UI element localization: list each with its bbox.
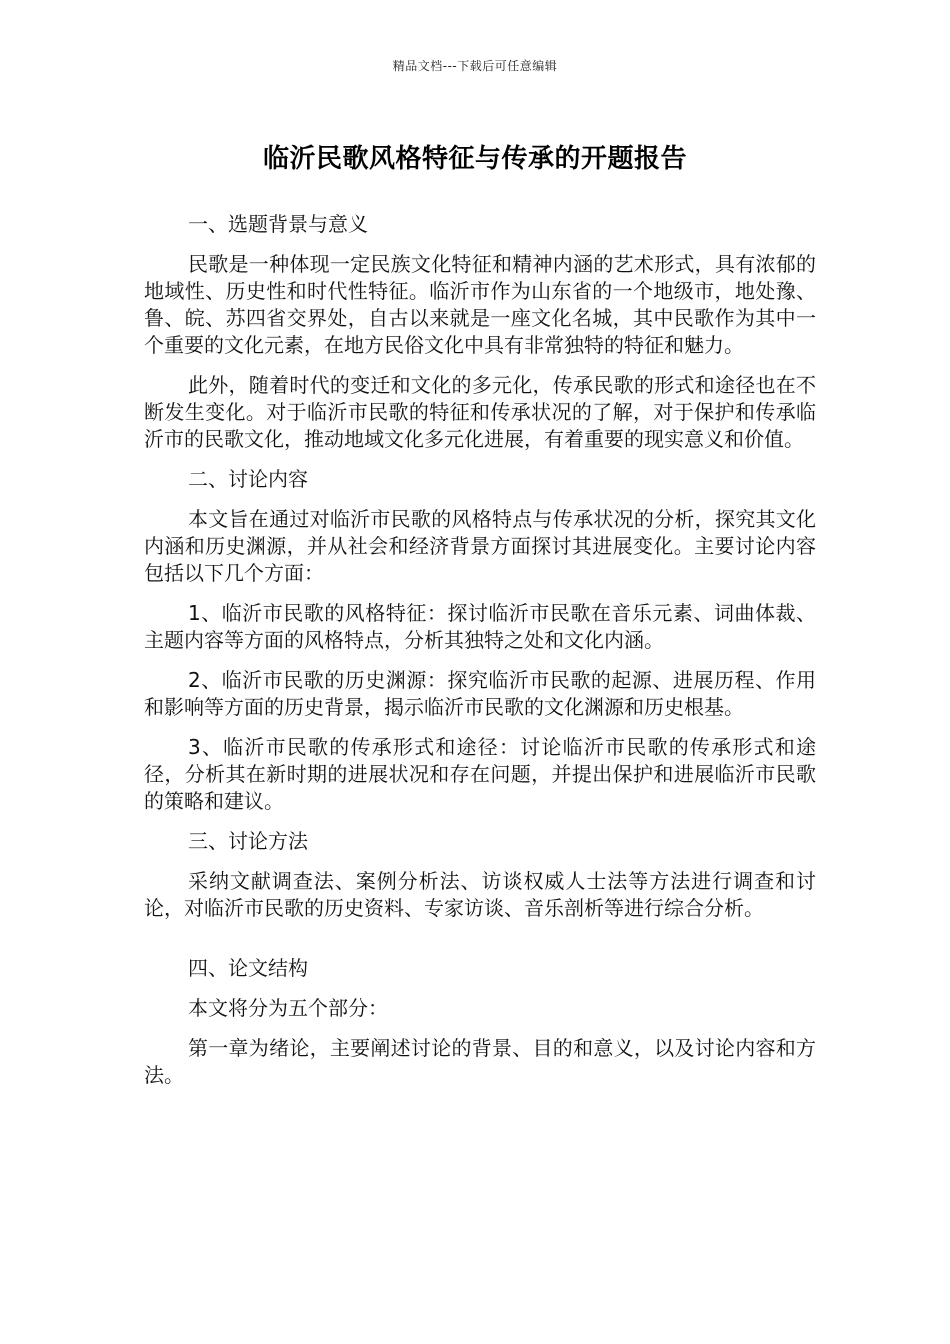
paragraph-background-2: 此外，随着时代的变迁和文化的多元化，传承民歌的形式和途径也在不断发生变化。对于临沂市民歌的特征和传承状况的了解，对于保护和传承临沂市的民歌文化，推动地域文化多元化进展，有着重要的现实意义和价值。 — [144, 373, 816, 451]
list-item-style-features: 1、临沂市民歌的风格特征：探讨临沂市民歌在音乐元素、词曲体裁、主题内容等方面的风格特点，分析其独特之处和文化内涵。 — [144, 601, 816, 652]
paragraph-methods: 采纳文献调查法、案例分析法、访谈权威人士法等方法进行调查和讨论，对临沂市民歌的历史资料、专家访谈、音乐剖析等进行综合分析。 — [144, 869, 816, 920]
section-heading-content: 二、讨论内容 — [188, 467, 308, 491]
spacer — [144, 935, 816, 955]
section-heading-methods: 三、讨论方法 — [188, 829, 308, 853]
paragraph-background-1: 民歌是一种体现一定民族文化特征和精神内涵的艺术形式，具有浓郁的地域性、历史性和时代性特征。临沂市作为山东省的一个地级市，地处豫、鲁、皖、苏四省交界处，自古以来就是一座文化名城，其中民歌作为其中一个重要的文化元素，在地方民俗文化中具有非常独特的特征和魅力。 — [144, 252, 816, 357]
paragraph-content-intro: 本文旨在通过对临沂市民歌的风格特点与传承状况的分析，探究其文化内涵和历史渊源，并从社会和经济背景方面探讨其进展变化。主要讨论内容包括以下几个方面： — [144, 507, 816, 585]
document-body — [144, 211, 816, 1102]
section-heading-structure: 四、论文结构 — [188, 956, 308, 980]
header-note: 精品文档---下载后可任意编辑 — [392, 59, 558, 73]
list-item-historical-origin: 2、临沂市民歌的历史渊源：探究临沂市民歌的起源、进展历程、作用和影响等方面的历史背景，揭示临沂市民歌的文化渊源和历史根基。 — [144, 668, 816, 719]
paragraph-structure-intro: 本文将分为五个部分： — [188, 996, 388, 1020]
section-heading-background: 一、选题背景与意义 — [188, 212, 368, 236]
document-title: 临沂民歌风格特征与传承的开题报告 — [262, 144, 687, 174]
list-item-inheritance: 3、临沂市民歌的传承形式和途径：讨论临沂市民歌的传承形式和途径，分析其在新时期的进展状况和存在问题，并提出保护和进展临沂市民歌的策略和建议。 — [144, 735, 816, 813]
paragraph-chapter-one: 第一章为绪论，主要阐述讨论的背景、目的和意义，以及讨论内容和方法。 — [144, 1036, 816, 1087]
